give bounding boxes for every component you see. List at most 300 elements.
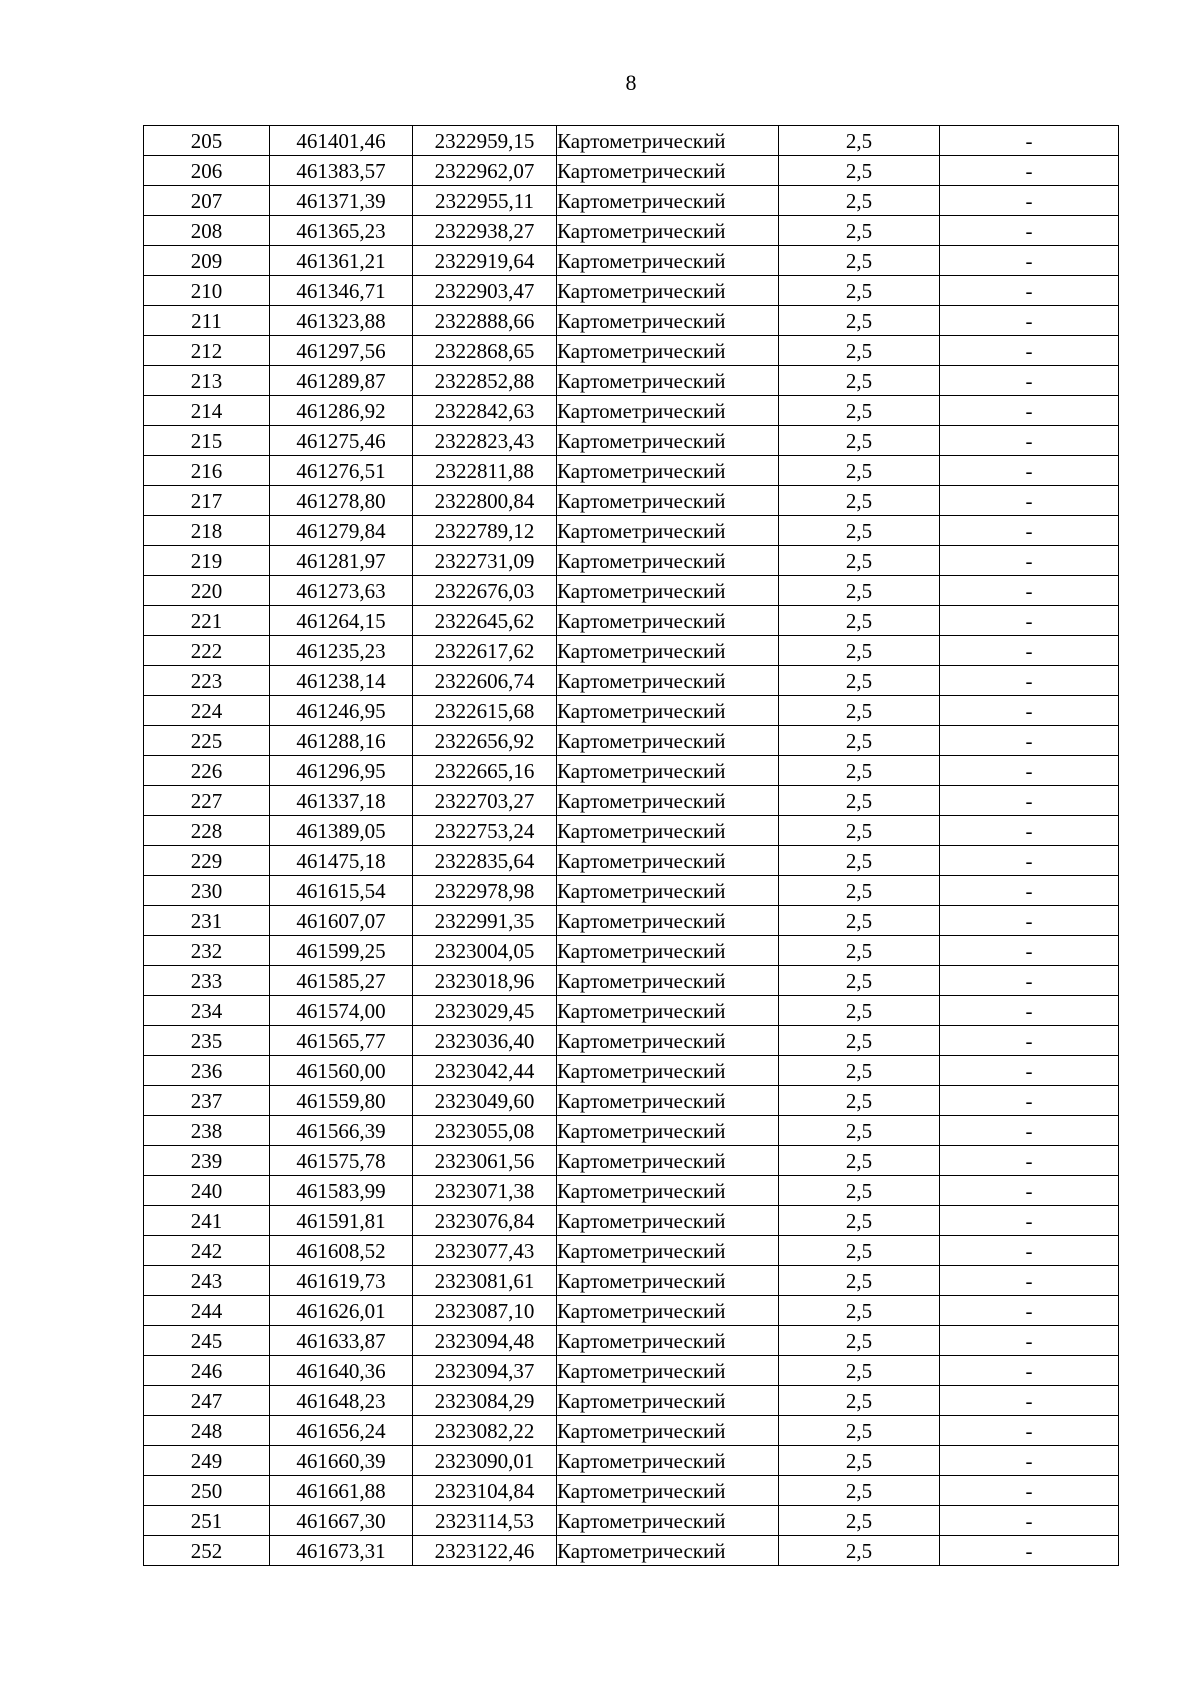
description-cell: - [940,636,1119,666]
method-cell: Картометрический [557,1356,779,1386]
description-cell: - [940,516,1119,546]
accuracy-cell: 2,5 [779,1326,940,1356]
coordinate-x-cell: 461640,36 [270,1356,413,1386]
method-cell: Картометрический [557,1056,779,1086]
method-cell: Картометрический [557,1116,779,1146]
table-row [144,726,1119,756]
method-cell: Картометрический [557,816,779,846]
description-cell: - [940,936,1119,966]
coordinate-y-cell: 2322789,12 [413,516,557,546]
method-cell: Картометрический [557,366,779,396]
description-cell: - [940,726,1119,756]
table-row [144,1146,1119,1176]
point-number-cell: 243 [144,1266,270,1296]
description-cell: - [940,1476,1119,1506]
method-cell: Картометрический [557,186,779,216]
method-cell: Картометрический [557,1326,779,1356]
coordinate-x-cell: 461238,14 [270,666,413,696]
accuracy-cell: 2,5 [779,1146,940,1176]
accuracy-cell: 2,5 [779,1536,940,1566]
coordinate-x-cell: 461275,46 [270,426,413,456]
coordinate-x-cell: 461660,39 [270,1446,413,1476]
table-row [144,1476,1119,1506]
method-cell: Картометрический [557,636,779,666]
point-number-cell: 230 [144,876,270,906]
accuracy-cell: 2,5 [779,126,940,156]
coordinate-x-cell: 461661,88 [270,1476,413,1506]
method-cell: Картометрический [557,1476,779,1506]
accuracy-cell: 2,5 [779,1356,940,1386]
coordinate-x-cell: 461559,80 [270,1086,413,1116]
point-number-cell: 233 [144,966,270,996]
coordinate-y-cell: 2323122,46 [413,1536,557,1566]
method-cell: Картометрический [557,456,779,486]
method-cell: Картометрический [557,546,779,576]
point-number-cell: 213 [144,366,270,396]
accuracy-cell: 2,5 [779,816,940,846]
point-number-cell: 239 [144,1146,270,1176]
accuracy-cell: 2,5 [779,696,940,726]
method-cell: Картометрический [557,1536,779,1566]
coordinate-y-cell: 2322868,65 [413,336,557,366]
table-row [144,1296,1119,1326]
coordinate-x-cell: 461371,39 [270,186,413,216]
accuracy-cell: 2,5 [779,966,940,996]
coordinate-x-cell: 461286,92 [270,396,413,426]
table-row [144,1416,1119,1446]
accuracy-cell: 2,5 [779,1296,940,1326]
table-row [144,666,1119,696]
coordinate-x-cell: 461607,07 [270,906,413,936]
coordinate-y-cell: 2322888,66 [413,306,557,336]
point-number-cell: 251 [144,1506,270,1536]
coordinate-y-cell: 2323087,10 [413,1296,557,1326]
coordinate-y-cell: 2322938,27 [413,216,557,246]
description-cell: - [940,966,1119,996]
point-number-cell: 220 [144,576,270,606]
point-number-cell: 212 [144,336,270,366]
accuracy-cell: 2,5 [779,456,940,486]
coordinate-x-cell: 461365,23 [270,216,413,246]
point-number-cell: 244 [144,1296,270,1326]
coordinate-x-cell: 461289,87 [270,366,413,396]
coordinate-y-cell: 2322676,03 [413,576,557,606]
coordinate-y-cell: 2323042,44 [413,1056,557,1086]
accuracy-cell: 2,5 [779,876,940,906]
coordinate-y-cell: 2322959,15 [413,126,557,156]
coordinate-y-cell: 2322703,27 [413,786,557,816]
coordinate-y-cell: 2322978,98 [413,876,557,906]
point-number-cell: 222 [144,636,270,666]
description-cell: - [940,816,1119,846]
method-cell: Картометрический [557,876,779,906]
accuracy-cell: 2,5 [779,786,940,816]
coordinate-y-cell: 2323077,43 [413,1236,557,1266]
method-cell: Картометрический [557,396,779,426]
description-cell: - [940,1266,1119,1296]
coordinate-x-cell: 461297,56 [270,336,413,366]
coordinates-table-body [144,126,1119,1566]
description-cell: - [940,276,1119,306]
accuracy-cell: 2,5 [779,1176,940,1206]
accuracy-cell: 2,5 [779,906,940,936]
coordinate-x-cell: 461560,00 [270,1056,413,1086]
table-row [144,696,1119,726]
table-row [144,1536,1119,1566]
table-row [144,1056,1119,1086]
table-row [144,276,1119,306]
coordinate-y-cell: 2322617,62 [413,636,557,666]
description-cell: - [940,1296,1119,1326]
accuracy-cell: 2,5 [779,1476,940,1506]
method-cell: Картометрический [557,576,779,606]
method-cell: Картометрический [557,216,779,246]
accuracy-cell: 2,5 [779,336,940,366]
method-cell: Картометрический [557,1086,779,1116]
description-cell: - [940,186,1119,216]
table-row [144,936,1119,966]
point-number-cell: 210 [144,276,270,306]
coordinate-x-cell: 461626,01 [270,1296,413,1326]
table-row [144,126,1119,156]
coordinate-y-cell: 2322919,64 [413,246,557,276]
table-row [144,876,1119,906]
accuracy-cell: 2,5 [779,1386,940,1416]
coordinate-x-cell: 461361,21 [270,246,413,276]
coordinate-x-cell: 461619,73 [270,1266,413,1296]
point-number-cell: 232 [144,936,270,966]
coordinate-y-cell: 2322962,07 [413,156,557,186]
accuracy-cell: 2,5 [779,1086,940,1116]
coordinate-y-cell: 2322656,92 [413,726,557,756]
coordinate-x-cell: 461608,52 [270,1236,413,1266]
table-row [144,426,1119,456]
coordinate-x-cell: 461585,27 [270,966,413,996]
method-cell: Картометрический [557,1266,779,1296]
description-cell: - [940,156,1119,186]
method-cell: Картометрический [557,1206,779,1236]
method-cell: Картометрический [557,1416,779,1446]
method-cell: Картометрический [557,516,779,546]
coordinate-y-cell: 2323084,29 [413,1386,557,1416]
method-cell: Картометрический [557,906,779,936]
coordinate-y-cell: 2322753,24 [413,816,557,846]
coordinate-y-cell: 2323049,60 [413,1086,557,1116]
description-cell: - [940,336,1119,366]
coordinate-x-cell: 461575,78 [270,1146,413,1176]
accuracy-cell: 2,5 [779,186,940,216]
description-cell: - [940,1026,1119,1056]
description-cell: - [940,786,1119,816]
method-cell: Картометрический [557,246,779,276]
point-number-cell: 242 [144,1236,270,1266]
method-cell: Картометрический [557,1146,779,1176]
coordinate-y-cell: 2322852,88 [413,366,557,396]
method-cell: Картометрический [557,1026,779,1056]
point-number-cell: 237 [144,1086,270,1116]
point-number-cell: 246 [144,1356,270,1386]
method-cell: Картометрический [557,306,779,336]
accuracy-cell: 2,5 [779,726,940,756]
accuracy-cell: 2,5 [779,306,940,336]
accuracy-cell: 2,5 [779,576,940,606]
description-cell: - [940,396,1119,426]
description-cell: - [940,246,1119,276]
accuracy-cell: 2,5 [779,1056,940,1086]
method-cell: Картометрический [557,486,779,516]
coordinate-y-cell: 2323082,22 [413,1416,557,1446]
accuracy-cell: 2,5 [779,216,940,246]
description-cell: - [940,1536,1119,1566]
coordinate-x-cell: 461337,18 [270,786,413,816]
description-cell: - [940,606,1119,636]
point-number-cell: 214 [144,396,270,426]
description-cell: - [940,846,1119,876]
table-row [144,1236,1119,1266]
description-cell: - [940,1116,1119,1146]
coordinate-y-cell: 2322991,35 [413,906,557,936]
coordinate-x-cell: 461389,05 [270,816,413,846]
coordinate-y-cell: 2323104,84 [413,1476,557,1506]
table-row [144,306,1119,336]
coordinate-x-cell: 461279,84 [270,516,413,546]
table-row [144,1116,1119,1146]
method-cell: Картометрический [557,756,779,786]
method-cell: Картометрический [557,606,779,636]
coordinate-x-cell: 461296,95 [270,756,413,786]
coordinate-x-cell: 461278,80 [270,486,413,516]
table-row [144,486,1119,516]
coordinate-x-cell: 461475,18 [270,846,413,876]
description-cell: - [940,1206,1119,1236]
point-number-cell: 227 [144,786,270,816]
point-number-cell: 241 [144,1206,270,1236]
accuracy-cell: 2,5 [779,666,940,696]
description-cell: - [940,366,1119,396]
coordinate-x-cell: 461401,46 [270,126,413,156]
table-row [144,1026,1119,1056]
method-cell: Картометрический [557,336,779,366]
table-row [144,576,1119,606]
accuracy-cell: 2,5 [779,1416,940,1446]
table-row [144,366,1119,396]
table-row [144,246,1119,276]
coordinate-x-cell: 461566,39 [270,1116,413,1146]
accuracy-cell: 2,5 [779,546,940,576]
description-cell: - [940,126,1119,156]
point-number-cell: 226 [144,756,270,786]
method-cell: Картометрический [557,426,779,456]
coordinate-y-cell: 2323094,48 [413,1326,557,1356]
coordinate-x-cell: 461281,97 [270,546,413,576]
table-row [144,846,1119,876]
point-number-cell: 231 [144,906,270,936]
description-cell: - [940,456,1119,486]
point-number-cell: 205 [144,126,270,156]
accuracy-cell: 2,5 [779,756,940,786]
table-row [144,636,1119,666]
method-cell: Картометрический [557,1446,779,1476]
description-cell: - [940,1356,1119,1386]
accuracy-cell: 2,5 [779,366,940,396]
point-number-cell: 236 [144,1056,270,1086]
accuracy-cell: 2,5 [779,1116,940,1146]
table-row [144,1176,1119,1206]
table-row [144,396,1119,426]
coordinate-y-cell: 2322731,09 [413,546,557,576]
coordinate-x-cell: 461323,88 [270,306,413,336]
description-cell: - [940,1446,1119,1476]
coordinate-y-cell: 2323076,84 [413,1206,557,1236]
coordinate-y-cell: 2322645,62 [413,606,557,636]
method-cell: Картометрический [557,846,779,876]
coordinate-x-cell: 461264,15 [270,606,413,636]
method-cell: Картометрический [557,1296,779,1326]
method-cell: Картометрический [557,726,779,756]
coordinate-y-cell: 2322800,84 [413,486,557,516]
table-row [144,1356,1119,1386]
point-number-cell: 238 [144,1116,270,1146]
point-number-cell: 252 [144,1536,270,1566]
coordinate-x-cell: 461246,95 [270,696,413,726]
description-cell: - [940,1086,1119,1116]
point-number-cell: 218 [144,516,270,546]
point-number-cell: 219 [144,546,270,576]
accuracy-cell: 2,5 [779,996,940,1026]
coordinate-x-cell: 461574,00 [270,996,413,1026]
point-number-cell: 207 [144,186,270,216]
table-row [144,1506,1119,1536]
point-number-cell: 209 [144,246,270,276]
description-cell: - [940,576,1119,606]
method-cell: Картометрический [557,1176,779,1206]
point-number-cell: 229 [144,846,270,876]
coordinate-y-cell: 2322665,16 [413,756,557,786]
point-number-cell: 248 [144,1416,270,1446]
accuracy-cell: 2,5 [779,516,940,546]
coordinate-x-cell: 461583,99 [270,1176,413,1206]
description-cell: - [940,426,1119,456]
accuracy-cell: 2,5 [779,276,940,306]
coordinate-y-cell: 2323018,96 [413,966,557,996]
table-row [144,786,1119,816]
table-row [144,1326,1119,1356]
description-cell: - [940,906,1119,936]
coordinate-x-cell: 461673,31 [270,1536,413,1566]
description-cell: - [940,1506,1119,1536]
point-number-cell: 245 [144,1326,270,1356]
accuracy-cell: 2,5 [779,1446,940,1476]
table-row [144,906,1119,936]
accuracy-cell: 2,5 [779,1236,940,1266]
coordinate-x-cell: 461288,16 [270,726,413,756]
table-row [144,516,1119,546]
point-number-cell: 221 [144,606,270,636]
coordinate-x-cell: 461235,23 [270,636,413,666]
coordinate-y-cell: 2323036,40 [413,1026,557,1056]
point-number-cell: 240 [144,1176,270,1206]
description-cell: - [940,546,1119,576]
accuracy-cell: 2,5 [779,1206,940,1236]
accuracy-cell: 2,5 [779,1266,940,1296]
table-row [144,546,1119,576]
accuracy-cell: 2,5 [779,636,940,666]
page-number: 8 [625,70,637,95]
coordinate-y-cell: 2322835,64 [413,846,557,876]
method-cell: Картометрический [557,1386,779,1416]
coordinate-x-cell: 461648,23 [270,1386,413,1416]
point-number-cell: 206 [144,156,270,186]
table-row [144,156,1119,186]
description-cell: - [940,876,1119,906]
accuracy-cell: 2,5 [779,156,940,186]
coordinate-y-cell: 2323094,37 [413,1356,557,1386]
description-cell: - [940,1146,1119,1176]
coordinate-x-cell: 461565,77 [270,1026,413,1056]
description-cell: - [940,486,1119,516]
point-number-cell: 235 [144,1026,270,1056]
method-cell: Картометрический [557,1506,779,1536]
description-cell: - [940,1326,1119,1356]
description-cell: - [940,696,1119,726]
coordinate-y-cell: 2323114,53 [413,1506,557,1536]
coordinate-x-cell: 461615,54 [270,876,413,906]
table-row [144,336,1119,366]
coordinates-table [143,125,1119,1566]
coordinate-x-cell: 461633,87 [270,1326,413,1356]
point-number-cell: 247 [144,1386,270,1416]
method-cell: Картометрический [557,666,779,696]
table-row [144,1386,1119,1416]
description-cell: - [940,1056,1119,1086]
accuracy-cell: 2,5 [779,1506,940,1536]
point-number-cell: 250 [144,1476,270,1506]
method-cell: Картометрический [557,156,779,186]
method-cell: Картометрический [557,786,779,816]
coordinate-y-cell: 2322903,47 [413,276,557,306]
table-row [144,1206,1119,1236]
description-cell: - [940,666,1119,696]
accuracy-cell: 2,5 [779,396,940,426]
accuracy-cell: 2,5 [779,846,940,876]
description-cell: - [940,1416,1119,1446]
accuracy-cell: 2,5 [779,1026,940,1056]
description-cell: - [940,1386,1119,1416]
coordinate-y-cell: 2323061,56 [413,1146,557,1176]
method-cell: Картометрический [557,966,779,996]
coordinate-y-cell: 2323029,45 [413,996,557,1026]
method-cell: Картометрический [557,696,779,726]
point-number-cell: 225 [144,726,270,756]
coordinate-y-cell: 2323090,01 [413,1446,557,1476]
coordinate-y-cell: 2322842,63 [413,396,557,426]
table-row [144,1086,1119,1116]
coordinate-x-cell: 461667,30 [270,1506,413,1536]
description-cell: - [940,996,1119,1026]
description-cell: - [940,216,1119,246]
coordinate-y-cell: 2322811,88 [413,456,557,486]
table-row [144,606,1119,636]
table-row [144,1446,1119,1476]
accuracy-cell: 2,5 [779,606,940,636]
table-row [144,456,1119,486]
coordinate-y-cell: 2322823,43 [413,426,557,456]
coordinate-y-cell: 2323004,05 [413,936,557,966]
table-row [144,216,1119,246]
coordinate-x-cell: 461273,63 [270,576,413,606]
point-number-cell: 216 [144,456,270,486]
coordinate-x-cell: 461276,51 [270,456,413,486]
